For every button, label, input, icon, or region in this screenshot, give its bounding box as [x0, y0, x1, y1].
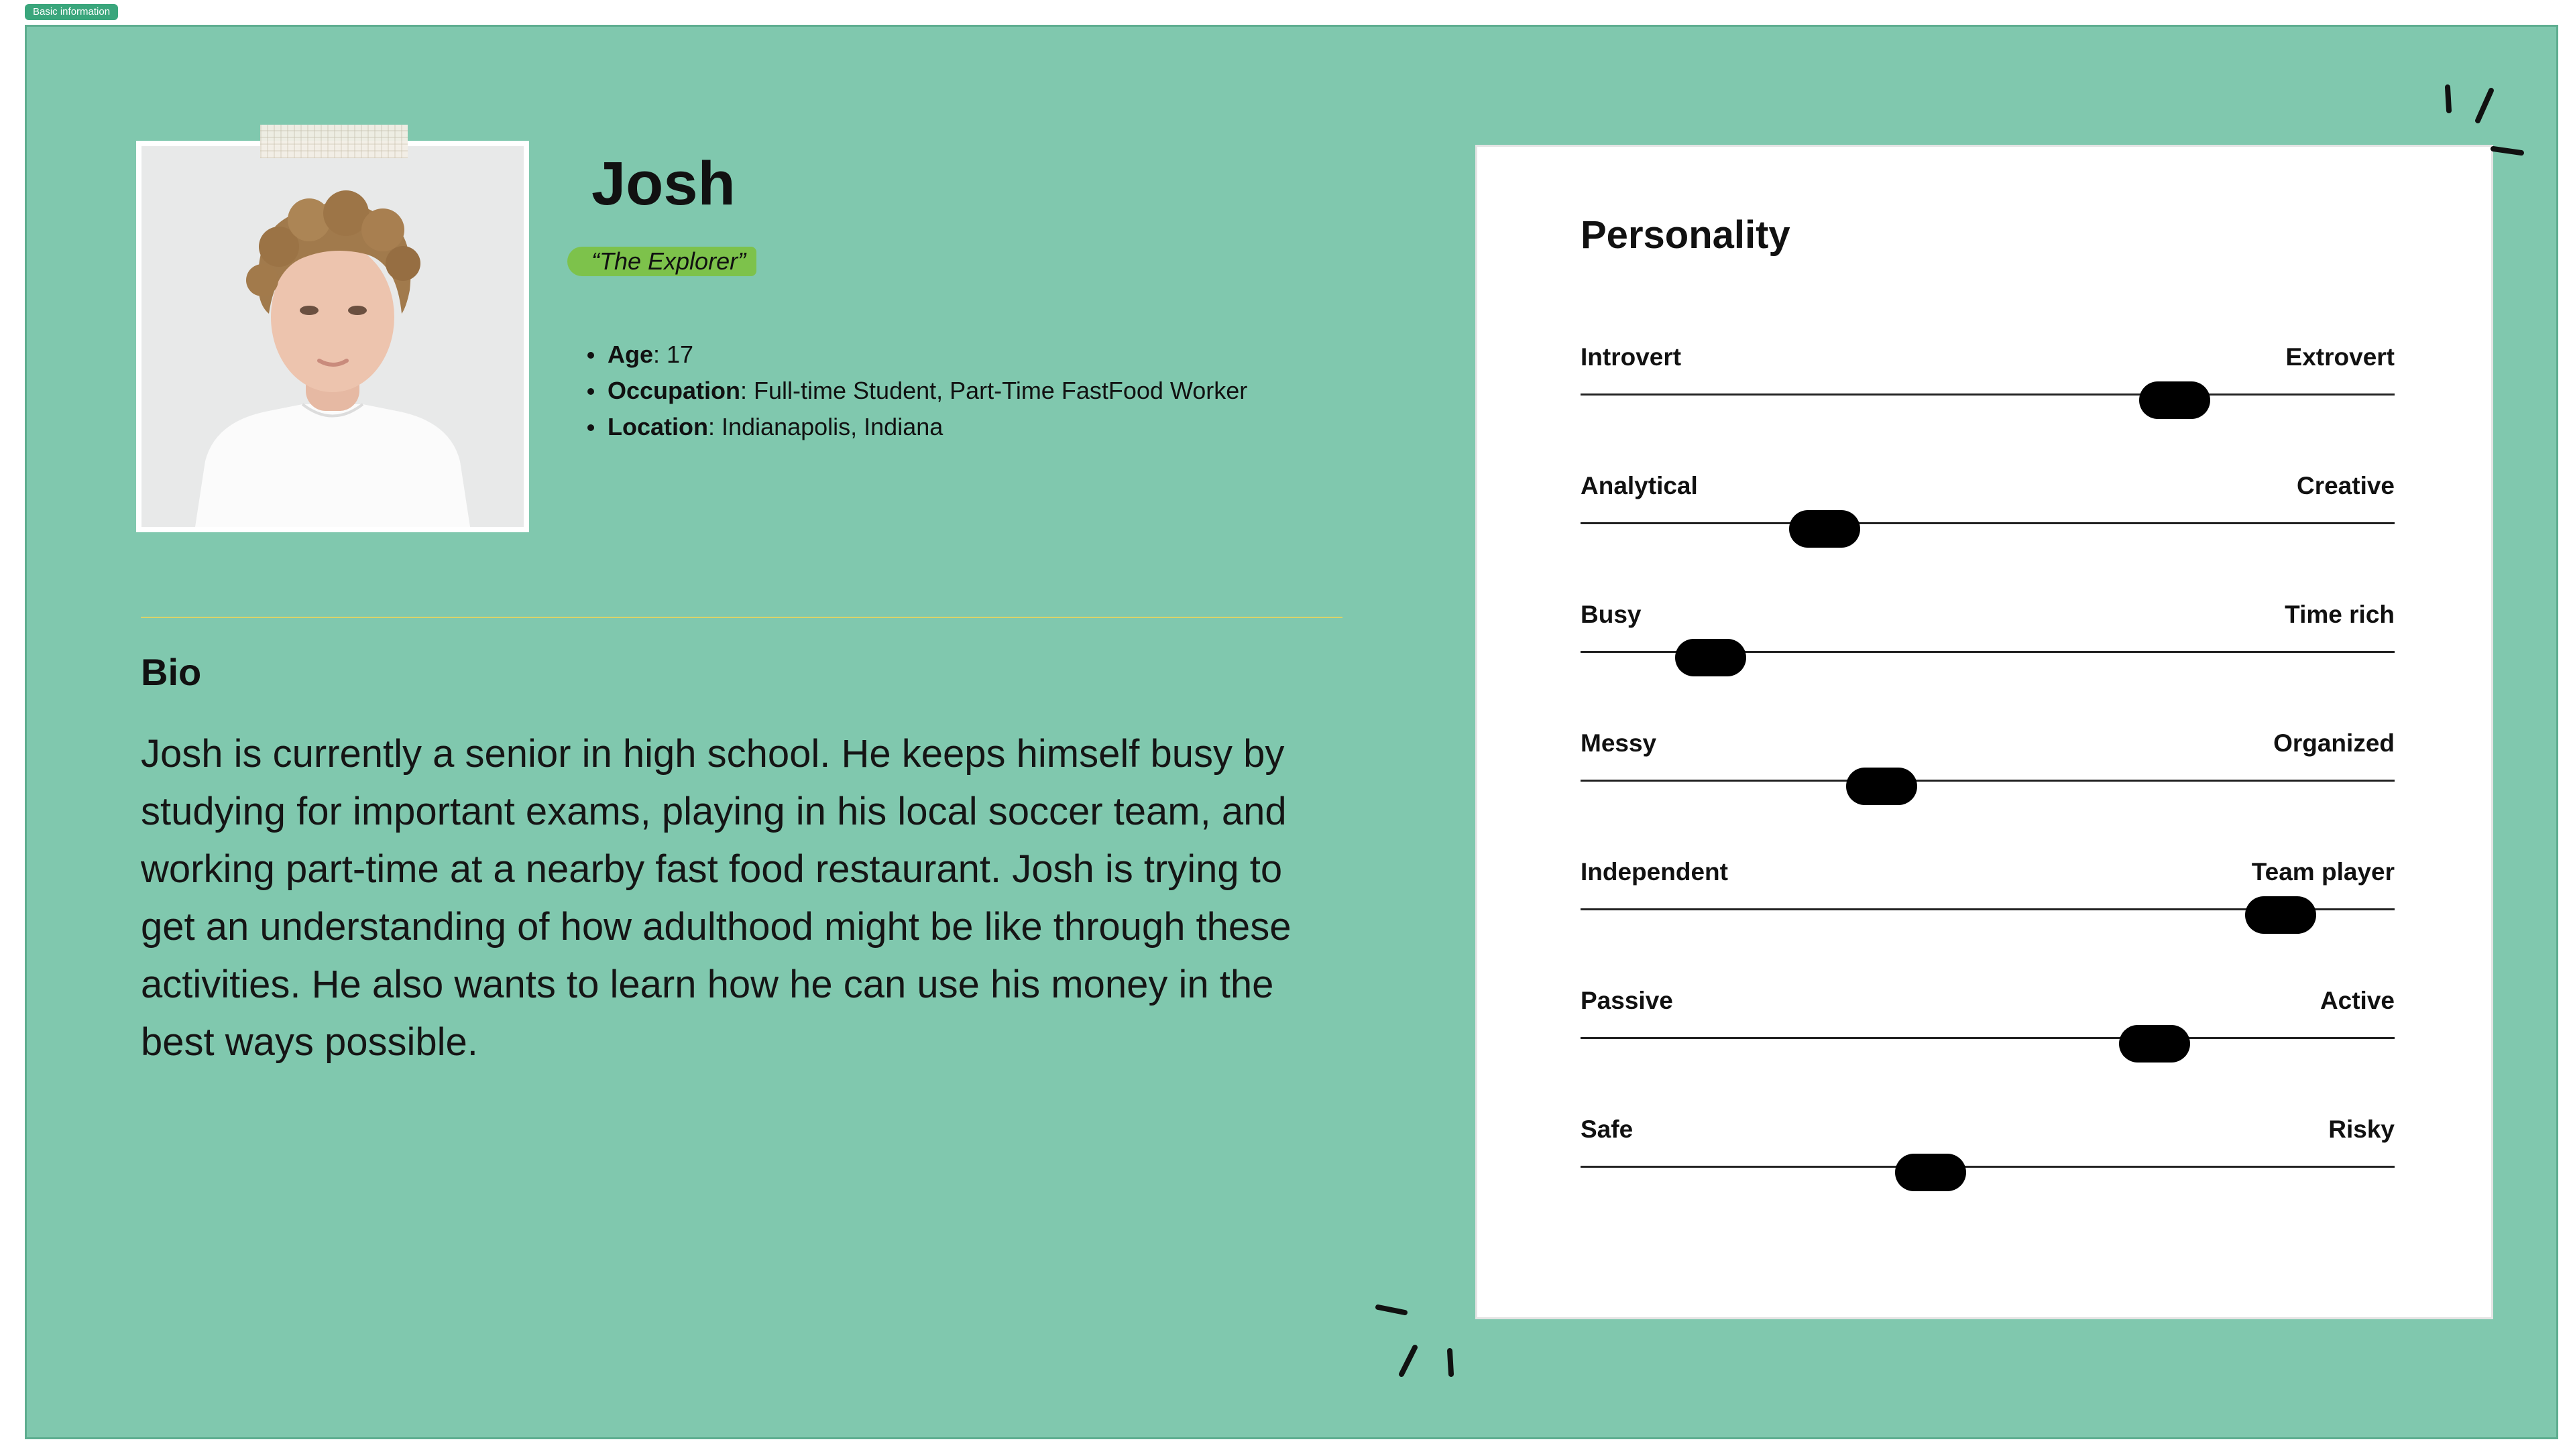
persona-facts	[608, 337, 1247, 445]
fact-occupation	[608, 373, 1247, 409]
trait-slider-independent-team-player	[1581, 857, 2395, 938]
fact-age	[608, 337, 1247, 373]
trait-slider-safe-risky	[1581, 1115, 2395, 1195]
slider-track	[1581, 1166, 2395, 1168]
slider-track	[1581, 780, 2395, 782]
trait-left-label: Safe	[1581, 1115, 1634, 1143]
trait-right-label: Time rich	[2285, 601, 2395, 628]
personality-heading: Personality	[1581, 213, 1790, 257]
persona-tagline: “The Explorer”	[591, 247, 746, 275]
slider-track	[1581, 393, 2395, 396]
slider-handle[interactable]	[1789, 510, 1860, 548]
fact-label: Occupation	[608, 377, 741, 404]
fact-value: : Indianapolis, Indiana	[708, 413, 943, 440]
trait-left-label: Independent	[1581, 858, 1728, 886]
fact-location	[608, 409, 1247, 445]
slider-handle[interactable]	[1846, 768, 1917, 805]
trait-slider-busy-time-rich	[1581, 600, 2395, 680]
fact-label: Location	[608, 413, 708, 440]
trait-left-label: Introvert	[1581, 343, 1682, 371]
section-divider	[141, 617, 1342, 618]
fact-label: Age	[608, 341, 654, 368]
trait-left-label: Passive	[1581, 987, 1673, 1014]
trait-slider-messy-organized	[1581, 729, 2395, 809]
photo-image	[141, 146, 524, 527]
slider-handle[interactable]	[2245, 896, 2316, 934]
trait-right-label: Creative	[2296, 472, 2395, 499]
persona-photo	[136, 141, 529, 532]
slider-track	[1581, 522, 2395, 524]
personality-card	[1475, 145, 2493, 1319]
slider-track	[1581, 1037, 2395, 1039]
bio-heading: Bio	[141, 651, 202, 693]
trait-slider-introvert-extrovert	[1581, 343, 2395, 423]
trait-right-label: Extrovert	[2285, 343, 2395, 371]
photo-tape	[260, 125, 408, 158]
slider-handle[interactable]	[1675, 639, 1746, 676]
slider-handle[interactable]	[1895, 1154, 1966, 1191]
trait-right-label: Team player	[2251, 858, 2395, 886]
fact-value: : Full-time Student, Part-Time FastFood Worker	[740, 377, 1248, 404]
trait-right-label: Risky	[2328, 1115, 2395, 1143]
trait-left-label: Analytical	[1581, 472, 1698, 499]
trait-left-label: Busy	[1581, 601, 1642, 628]
slider-handle[interactable]	[2139, 381, 2210, 419]
sparkle-doodle-icon	[2427, 74, 2528, 168]
trait-right-label: Organized	[2273, 729, 2395, 757]
bio-text: Josh is currently a senior in high school. He keeps himself busy by studying for important exams, playing in his local soccer team, and working part-time at a nearby fast food restaurant. Josh is trying to get an understanding of how adulthood might be like through these activities. He also wants to learn how he can use his money in the best ways possible.	[141, 732, 1292, 1064]
trait-slider-passive-active	[1581, 986, 2395, 1067]
slider-handle[interactable]	[2119, 1025, 2190, 1063]
frame-label[interactable]: Basic information	[25, 4, 118, 20]
sparkle-doodle-icon	[1368, 1294, 1469, 1388]
persona-name: Josh	[591, 149, 736, 218]
trait-slider-analytical-creative	[1581, 471, 2395, 552]
fact-value: : 17	[653, 341, 694, 368]
trait-left-label: Messy	[1581, 729, 1657, 757]
trait-right-label: Active	[2320, 987, 2395, 1014]
person-portrait	[141, 146, 524, 527]
